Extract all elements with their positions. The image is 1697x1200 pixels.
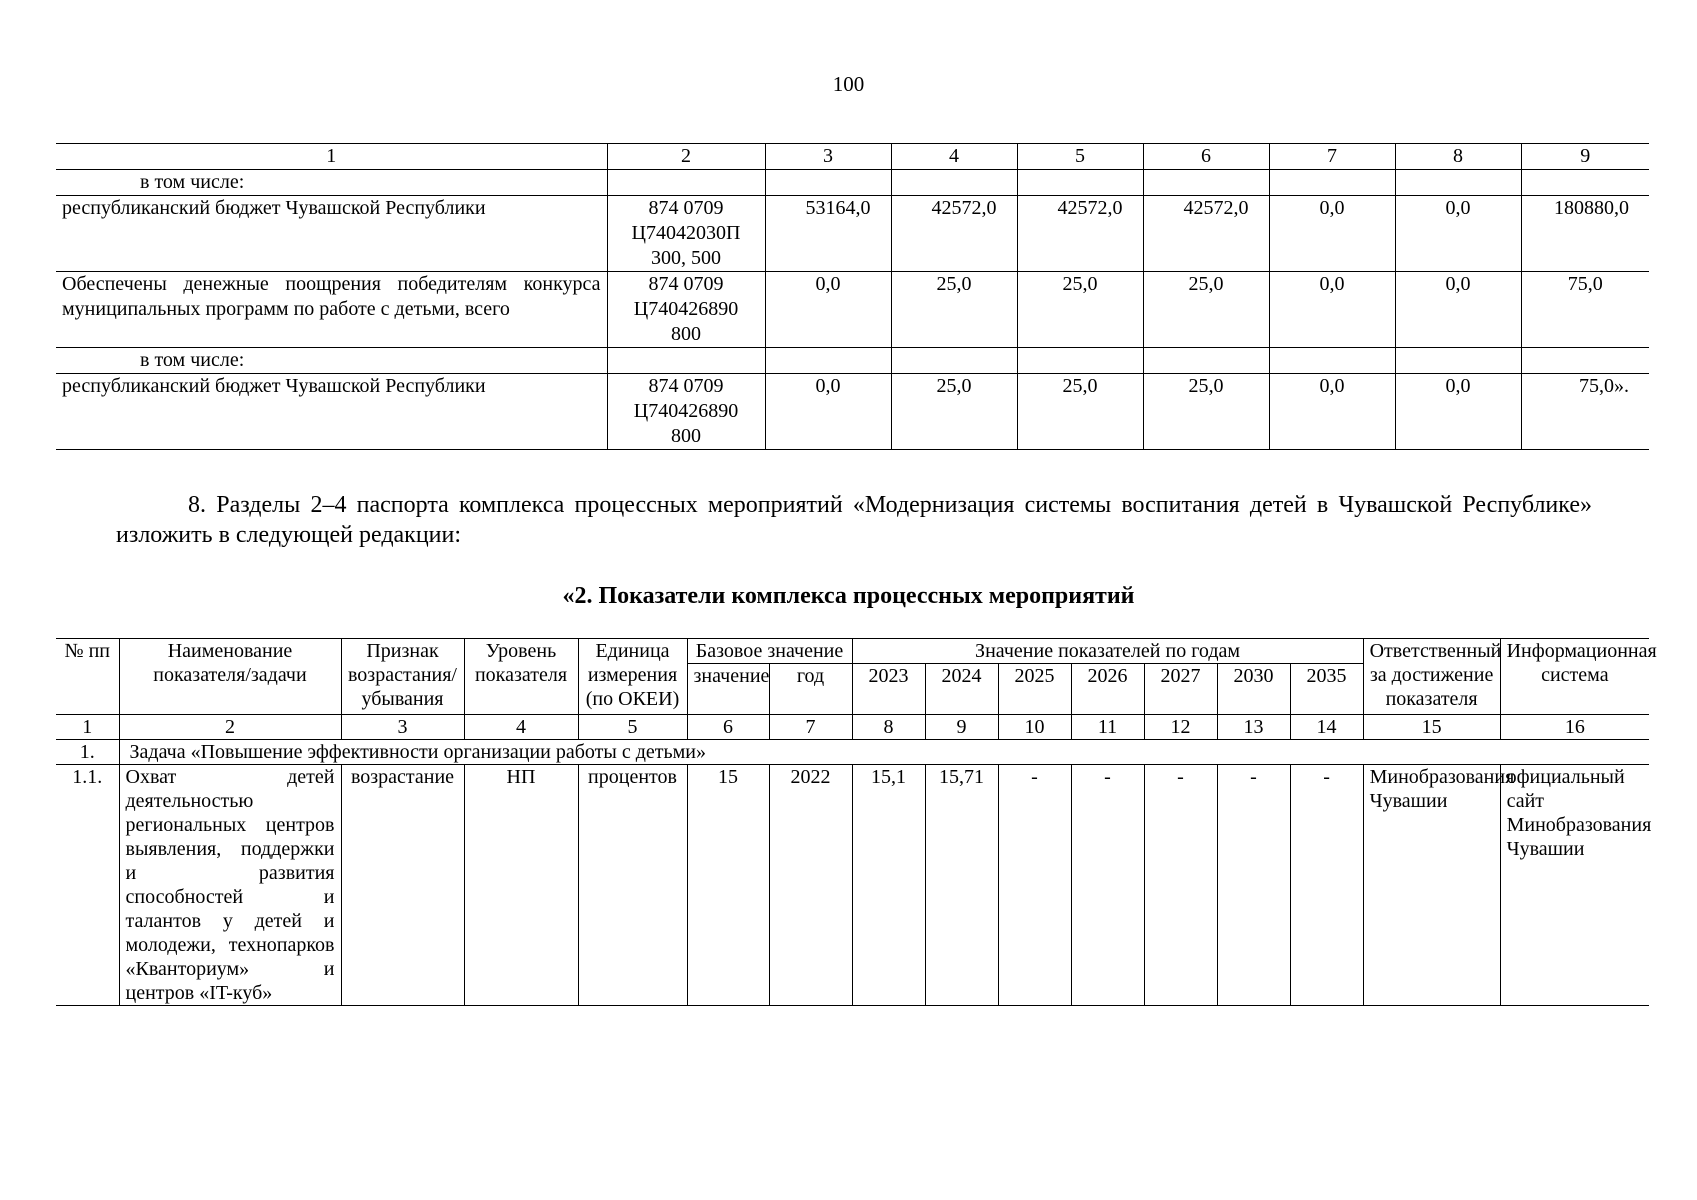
table-row (56, 374, 1649, 450)
col-number: 2 (119, 715, 341, 740)
col-number: 3 (765, 144, 891, 170)
budget-code: 874 0709 Ц74042030П 300, 500 (607, 196, 765, 272)
indicator-sign: возрастание (341, 765, 464, 1006)
task-text: Задача «Повышение эффективности организации работы с детьми» (119, 740, 1649, 765)
header-num: № пп (56, 639, 119, 715)
header-base-year: год (769, 664, 852, 715)
column-numbers-row (56, 715, 1649, 740)
cell-value: 42572,0 (1143, 196, 1269, 272)
cell-value: 0,0 (1269, 196, 1395, 272)
row-label: республиканский бюджет Чувашской Республики (56, 196, 607, 272)
cell-value: 180880,0 (1521, 196, 1649, 272)
col-number: 4 (464, 715, 578, 740)
cell-value: 25,0 (1017, 374, 1143, 450)
col-number: 1 (56, 144, 607, 170)
task-number: 1. (56, 740, 119, 765)
cell-value: 53164,0 (765, 196, 891, 272)
header-year: 2025 (998, 664, 1071, 715)
indicators-table (56, 638, 1657, 1006)
cell-value: 75,0». (1521, 374, 1649, 450)
row-label: Обеспечены денежные поощрения победителям конкурса муниципальных программ по работе с детьми, всего (56, 272, 607, 348)
header-responsible: Ответственный за достижение показателя (1363, 639, 1500, 715)
row-label: республиканский бюджет Чувашской Республики (56, 374, 607, 450)
year-value: - (1217, 765, 1290, 1006)
table-row (56, 170, 1649, 196)
indicator-level: НП (464, 765, 578, 1006)
cell-value: 0,0 (1395, 374, 1521, 450)
base-value: 15 (687, 765, 769, 1006)
header-name: Наименование показателя/задачи (119, 639, 341, 715)
table-row (56, 196, 1649, 272)
col-number: 6 (687, 715, 769, 740)
col-number: 6 (1143, 144, 1269, 170)
year-value: 15,71 (925, 765, 998, 1006)
header-year: 2027 (1144, 664, 1217, 715)
indicator-unit: процентов (578, 765, 687, 1006)
header-sign: Признак возрастания/убывания (341, 639, 464, 715)
cell-value: 25,0 (1143, 272, 1269, 348)
cell-value: 25,0 (1017, 272, 1143, 348)
cell-value: 0,0 (1395, 196, 1521, 272)
header-year: 2024 (925, 664, 998, 715)
col-number: 3 (341, 715, 464, 740)
table-header-row (56, 639, 1649, 664)
col-number: 13 (1217, 715, 1290, 740)
col-number: 9 (925, 715, 998, 740)
header-unit: Единица измерения (по ОКЕИ) (578, 639, 687, 715)
row-label: в том числе: (56, 170, 607, 196)
cell-value: 75,0 (1521, 272, 1649, 348)
col-number: 8 (1395, 144, 1521, 170)
cell-value: 0,0 (1395, 272, 1521, 348)
col-number: 16 (1500, 715, 1649, 740)
col-number: 9 (1521, 144, 1649, 170)
budget-code: 874 0709 Ц740426890 800 (607, 374, 765, 450)
budget-table (56, 143, 1649, 450)
responsible: Минобразования Чувашии (1363, 765, 1500, 1006)
cell-value: 0,0 (765, 272, 891, 348)
header-year: 2030 (1217, 664, 1290, 715)
cell-value: 25,0 (1143, 374, 1269, 450)
year-value: - (1144, 765, 1217, 1006)
col-number: 7 (769, 715, 852, 740)
col-number: 15 (1363, 715, 1500, 740)
indicator-name: Охват детей деятельностью региональных центров выявления, поддержки и развития способностей и талантов у детей и молодежи, технопарков «Кванториум» и центров «IT-куб» (119, 765, 341, 1006)
col-number: 2 (607, 144, 765, 170)
table-row (56, 765, 1649, 1006)
year-value: - (1071, 765, 1144, 1006)
col-number: 10 (998, 715, 1071, 740)
cell-value: 0,0 (765, 374, 891, 450)
col-number: 8 (852, 715, 925, 740)
col-number: 14 (1290, 715, 1363, 740)
year-value: - (998, 765, 1071, 1006)
instruction-paragraph: 8. Разделы 2–4 паспорта комплекса процессных мероприятий «Модернизация системы воспитания детей в Чувашской Республике» изложить в следующей редакции: (116, 492, 1592, 548)
year-value: 15,1 (852, 765, 925, 1006)
header-base-value: значение (687, 664, 769, 715)
base-year: 2022 (769, 765, 852, 1006)
header-years-group: Значение показателей по годам (852, 639, 1363, 664)
cell-value: 42572,0 (1017, 196, 1143, 272)
info-system: официальный сайт Минобразования Чувашии (1500, 765, 1649, 1006)
col-number: 4 (891, 144, 1017, 170)
cell-value: 0,0 (1269, 374, 1395, 450)
section-title: «2. Показатели комплекса процессных мероприятий (562, 583, 1135, 609)
header-year: 2026 (1071, 664, 1144, 715)
col-number: 12 (1144, 715, 1217, 740)
header-level: Уровень показателя (464, 639, 578, 715)
year-value: - (1290, 765, 1363, 1006)
row-label: в том числе: (56, 348, 607, 374)
col-number: 1 (56, 715, 119, 740)
table-row (56, 272, 1649, 348)
table-row (56, 348, 1649, 374)
col-number: 5 (1017, 144, 1143, 170)
header-base: Базовое значение (687, 639, 852, 664)
task-row (56, 740, 1649, 765)
col-number: 11 (1071, 715, 1144, 740)
table-header-row (56, 144, 1649, 170)
col-number: 5 (578, 715, 687, 740)
cell-value: 0,0 (1269, 272, 1395, 348)
cell-value: 42572,0 (891, 196, 1017, 272)
row-number: 1.1. (56, 765, 119, 1006)
header-year: 2023 (852, 664, 925, 715)
header-year: 2035 (1290, 664, 1363, 715)
col-number: 7 (1269, 144, 1395, 170)
page-number: 100 (832, 72, 865, 96)
cell-value: 25,0 (891, 272, 1017, 348)
header-info-system: Информационная система (1500, 639, 1649, 715)
cell-value: 25,0 (891, 374, 1017, 450)
budget-code: 874 0709 Ц740426890 800 (607, 272, 765, 348)
